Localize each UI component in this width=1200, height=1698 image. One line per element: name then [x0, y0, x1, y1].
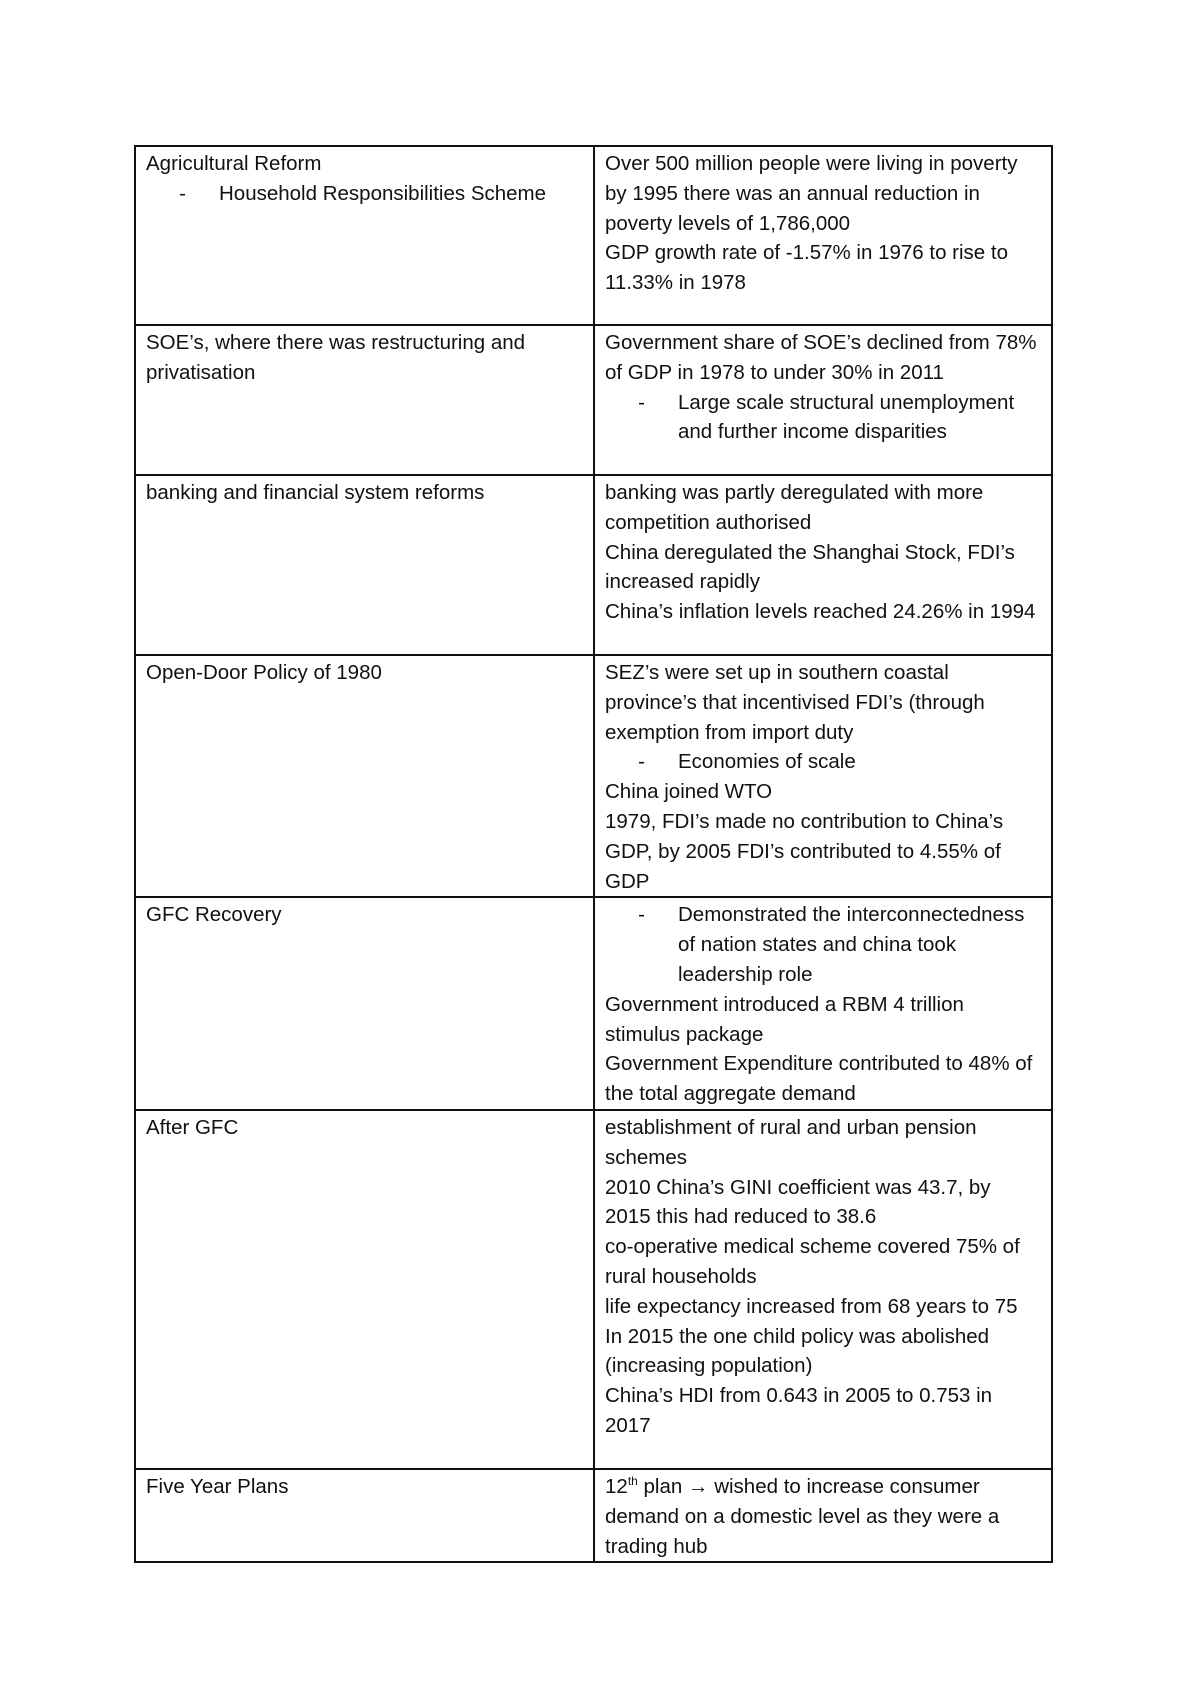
detail-subitem	[605, 900, 1041, 989]
topic-text: After GFC	[146, 1115, 239, 1139]
detail-line: China deregulated the Shanghai Stock, FDI’s increased rapidly	[605, 540, 1015, 594]
detail-line: China’s inflation levels reached 24.26% in 1994	[605, 600, 1036, 624]
table-row	[135, 1469, 1052, 1562]
plan-line	[605, 1472, 1041, 1561]
right-arrow-icon: →	[688, 1474, 709, 1498]
detail-line: China joined WTO	[605, 780, 773, 804]
plan-ordinal-suffix: th	[627, 1474, 638, 1489]
topic-text: banking and financial system reforms	[146, 481, 485, 504]
topic-cell	[135, 1469, 594, 1562]
detail-line: Over 500 million people were living in poverty	[605, 152, 1018, 175]
detail-line: banking was partly deregulated with more competition authorised	[605, 481, 984, 534]
detail-subitem-text: Large scale structural unemployment and further income disparities	[678, 390, 1015, 444]
detail-line: by 1995 there was an annual reduction in poverty levels of 1,786,000	[605, 181, 980, 235]
table-row	[135, 475, 1052, 655]
topic-cell	[135, 1110, 594, 1469]
details-cell	[594, 897, 1052, 1110]
detail-line: 2010 China’s GINI coefficient was 43.7, by 2015 this had reduced to 38.6	[605, 1175, 991, 1229]
topic-subitem	[146, 179, 583, 209]
detail-line: establishment of rural and urban pension schemes	[605, 1115, 977, 1169]
table-row	[135, 655, 1052, 897]
details-cell	[594, 325, 1052, 475]
topic-subitem-text: Household Responsibilities Scheme	[219, 181, 547, 205]
plan-number: 12	[605, 1474, 628, 1498]
table-row	[135, 1110, 1052, 1469]
detail-line: China’s HDI from 0.643 in 2005 to 0.753 in 2017	[605, 1384, 993, 1437]
detail-subitem	[605, 747, 1041, 777]
details-cell	[594, 655, 1052, 897]
dash-bullet: -	[638, 903, 645, 927]
topic-cell	[135, 897, 594, 1110]
details-cell	[594, 146, 1052, 325]
detail-line: life expectancy increased from 68 years to 75	[605, 1294, 1018, 1318]
details-cell	[594, 1469, 1052, 1562]
detail-subitem	[605, 388, 1041, 448]
topic-cell	[135, 146, 594, 325]
detail-line: Government introduced a RBM 4 trillion stimulus package	[605, 992, 964, 1046]
topic-text: Agricultural Reform	[146, 152, 322, 175]
table-row	[135, 146, 1052, 325]
topic-cell	[135, 325, 594, 475]
detail-subitem-text: Demonstrated the interconnectedness of nation states and china took leadership role	[678, 903, 1025, 986]
plan-word: plan	[643, 1474, 683, 1498]
detail-line: SEZ’s were set up in southern coastal province’s that incentivised FDI’s (through exemption from import duty	[605, 661, 985, 744]
table-row	[135, 325, 1052, 475]
topic-text: Open-Door Policy of 1980	[146, 661, 382, 684]
notes-table	[134, 145, 1053, 1563]
topic-text: GFC Recovery	[146, 903, 282, 927]
detail-line: Government Expenditure contributed to 48% of the total aggregate demand	[605, 1052, 1033, 1106]
dash-bullet: -	[638, 750, 645, 774]
details-cell	[594, 1110, 1052, 1469]
plan-text: wished to increase consumer demand on a domestic level as they were a trading hub	[605, 1474, 1000, 1558]
detail-line: Government share of SOE’s declined from 78% of GDP in 1978 to under 30% in 2011	[605, 331, 1037, 384]
detail-line: 1979, FDI’s made no contribution to China’s GDP, by 2005 FDI’s contributed to 4.55% of GDP	[605, 809, 1004, 893]
detail-line: In 2015 the one child policy was abolished (increasing population)	[605, 1324, 990, 1378]
detail-line: GDP growth rate of -1.57% in 1976 to rise to 11.33% in 1978	[605, 241, 1009, 295]
details-cell	[594, 475, 1052, 655]
topic-text: SOE’s, where there was restructuring and privatisation	[146, 331, 526, 384]
detail-line: co-operative medical scheme covered 75% of rural households	[605, 1235, 1020, 1288]
topic-cell	[135, 475, 594, 655]
dash-bullet: -	[638, 390, 645, 414]
detail-subitem-text: Economies of scale	[678, 750, 856, 774]
table-row	[135, 897, 1052, 1110]
topic-text: Five Year Plans	[146, 1474, 289, 1498]
topic-cell	[135, 655, 594, 897]
dash-bullet: -	[179, 181, 186, 205]
